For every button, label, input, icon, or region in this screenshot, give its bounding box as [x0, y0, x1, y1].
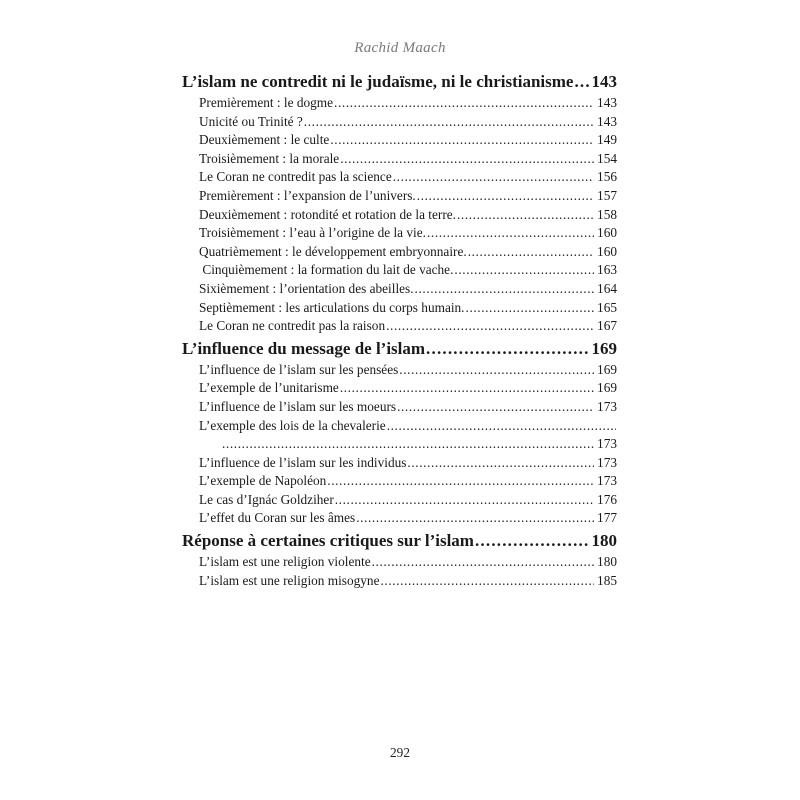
section-page: 143 [591, 72, 617, 91]
leader-dots [222, 435, 594, 454]
entry-label: Premièrement : l’expansion de l’univers. [199, 187, 416, 203]
toc-entry[interactable] [199, 572, 617, 591]
entry-page: 173 [597, 454, 617, 470]
entry-page: 165 [597, 299, 617, 315]
leader-dots [356, 509, 594, 528]
toc-entry[interactable] [199, 150, 617, 169]
leader-dots [387, 417, 616, 436]
entry-page: 160 [597, 243, 617, 259]
section-heading[interactable] [182, 529, 617, 553]
entry-page: 163 [597, 262, 617, 278]
entry-page: 149 [597, 132, 617, 148]
leader-dots [457, 206, 594, 225]
entry-page: 173 [597, 398, 617, 414]
leader-dots [330, 131, 594, 150]
toc-entry[interactable] [199, 224, 617, 243]
section-title: Réponse à certaines critiques sur l’islam [182, 531, 474, 551]
leader-dots [415, 280, 594, 299]
leader-dots [407, 454, 594, 473]
entry-page: 143 [597, 95, 617, 110]
entry-page: 169 [597, 380, 617, 396]
leader-dots [334, 94, 594, 113]
leader-dots [393, 168, 594, 187]
section-heading[interactable] [182, 337, 617, 361]
entry-page: 154 [597, 150, 617, 166]
entry-label: Troisièmement : l’eau à l’origine de la vie. [199, 225, 426, 241]
toc-entry[interactable] [199, 454, 617, 473]
entry-label: L’exemple de l’unitarisme [199, 380, 339, 396]
entry-label: L’effet du Coran sur les âmes [199, 510, 356, 526]
leader-dots [475, 529, 590, 553]
toc-section [182, 529, 617, 590]
entry-label: L’islam est une religion misogyne [199, 572, 380, 588]
section-heading[interactable] [182, 70, 617, 94]
toc-entry[interactable] [199, 261, 617, 280]
entry-label: L’influence de l’islam sur les moeurs [199, 398, 397, 414]
table-of-contents [182, 70, 617, 591]
leader-dots [426, 337, 590, 361]
toc-entry[interactable] [199, 398, 617, 417]
toc-entry[interactable] [199, 94, 617, 113]
entry-label: L’influence de l’islam sur les individus [199, 454, 407, 470]
toc-entry[interactable] [199, 379, 617, 398]
entry-label: Le Coran ne contredit pas la science [199, 169, 392, 185]
entry-label: L’islam est une religion violente [199, 554, 371, 570]
leader-dots [468, 243, 594, 262]
toc-entry[interactable] [199, 206, 617, 225]
entry-label: Premièrement : le dogme [199, 95, 334, 110]
entry-label: Unicité ou Trinité ? [199, 113, 303, 129]
toc-entry[interactable] [199, 509, 617, 528]
leader-dots [304, 113, 594, 132]
leader-dots [386, 317, 594, 336]
leader-dots [466, 299, 594, 318]
entry-page: 157 [597, 187, 617, 203]
toc-entry[interactable] [199, 113, 617, 132]
leader-dots [417, 187, 594, 206]
entry-page: 160 [597, 225, 617, 241]
entry-label: Cinquièmement : la formation du lait de vache. [199, 262, 454, 278]
leader-dots [327, 472, 594, 491]
entry-label: Le cas d’Ignác Goldziher [199, 491, 334, 507]
toc-entry[interactable] [199, 168, 617, 187]
entry-page: 180 [597, 554, 617, 570]
toc-entry[interactable] [199, 361, 617, 380]
toc-section [182, 337, 617, 528]
toc-entry[interactable] [199, 131, 617, 150]
toc-entry[interactable] [199, 280, 617, 299]
toc-entry[interactable] [199, 553, 617, 572]
leader-dots [335, 491, 594, 510]
toc-entry[interactable] [199, 472, 617, 491]
entry-page: 173 [597, 473, 617, 489]
entry-page: 158 [597, 206, 617, 222]
entry-page: 173 [597, 436, 617, 452]
leader-dots [427, 224, 594, 243]
entry-page: 169 [597, 361, 617, 377]
entry-label: L’exemple de Napoléon [199, 473, 327, 489]
leader-dots [380, 572, 594, 591]
entry-label: Deuxièmement : rotondité et rotation de la terre. [199, 206, 456, 222]
entry-page: 177 [597, 510, 617, 526]
leader-dots [340, 379, 594, 398]
toc-entry[interactable] [199, 299, 617, 318]
entry-label: Septièmement : les articulations du corps humain. [199, 299, 465, 315]
leader-dots [397, 398, 594, 417]
section-title: L’islam ne contredit ni le judaïsme, ni le christianisme [182, 72, 574, 91]
leader-dots [399, 361, 594, 380]
entry-label: Troisièmement : la morale [199, 150, 340, 166]
leader-dots [340, 150, 594, 169]
toc-entry[interactable] [199, 243, 617, 262]
section-title: L’influence du message de l’islam [182, 338, 426, 358]
leader-dots [574, 70, 590, 94]
entry-label: Le Coran ne contredit pas la raison [199, 318, 386, 334]
leader-dots [372, 553, 594, 572]
toc-entry[interactable] [199, 491, 617, 510]
entry-page: 167 [597, 318, 617, 334]
entry-page: 185 [597, 572, 617, 588]
entry-label: Quatrièmement : le développement embryonnaire. [199, 243, 467, 259]
section-page: 169 [591, 338, 617, 358]
entry-label: Deuxièmement : le culte [199, 132, 330, 148]
toc-entry-wrapped[interactable] [199, 417, 617, 454]
toc-entry[interactable] [199, 187, 617, 206]
page-number: 292 [390, 745, 410, 760]
leader-dots [454, 261, 594, 280]
entry-label: Sixièmement : l’orientation des abeilles. [199, 280, 414, 296]
entry-page: 156 [597, 169, 617, 185]
toc-entry[interactable] [199, 317, 617, 336]
section-page: 180 [591, 531, 617, 551]
toc-section [182, 70, 617, 336]
entry-label: L’influence de l’islam sur les pensées [199, 361, 399, 377]
entry-label: L’exemple des lois de la chevalerie [199, 417, 386, 433]
entry-page: 143 [597, 113, 617, 129]
entry-page: 164 [597, 280, 617, 296]
entry-page: 176 [597, 491, 617, 507]
running-head: Rachid Maach [354, 40, 446, 56]
